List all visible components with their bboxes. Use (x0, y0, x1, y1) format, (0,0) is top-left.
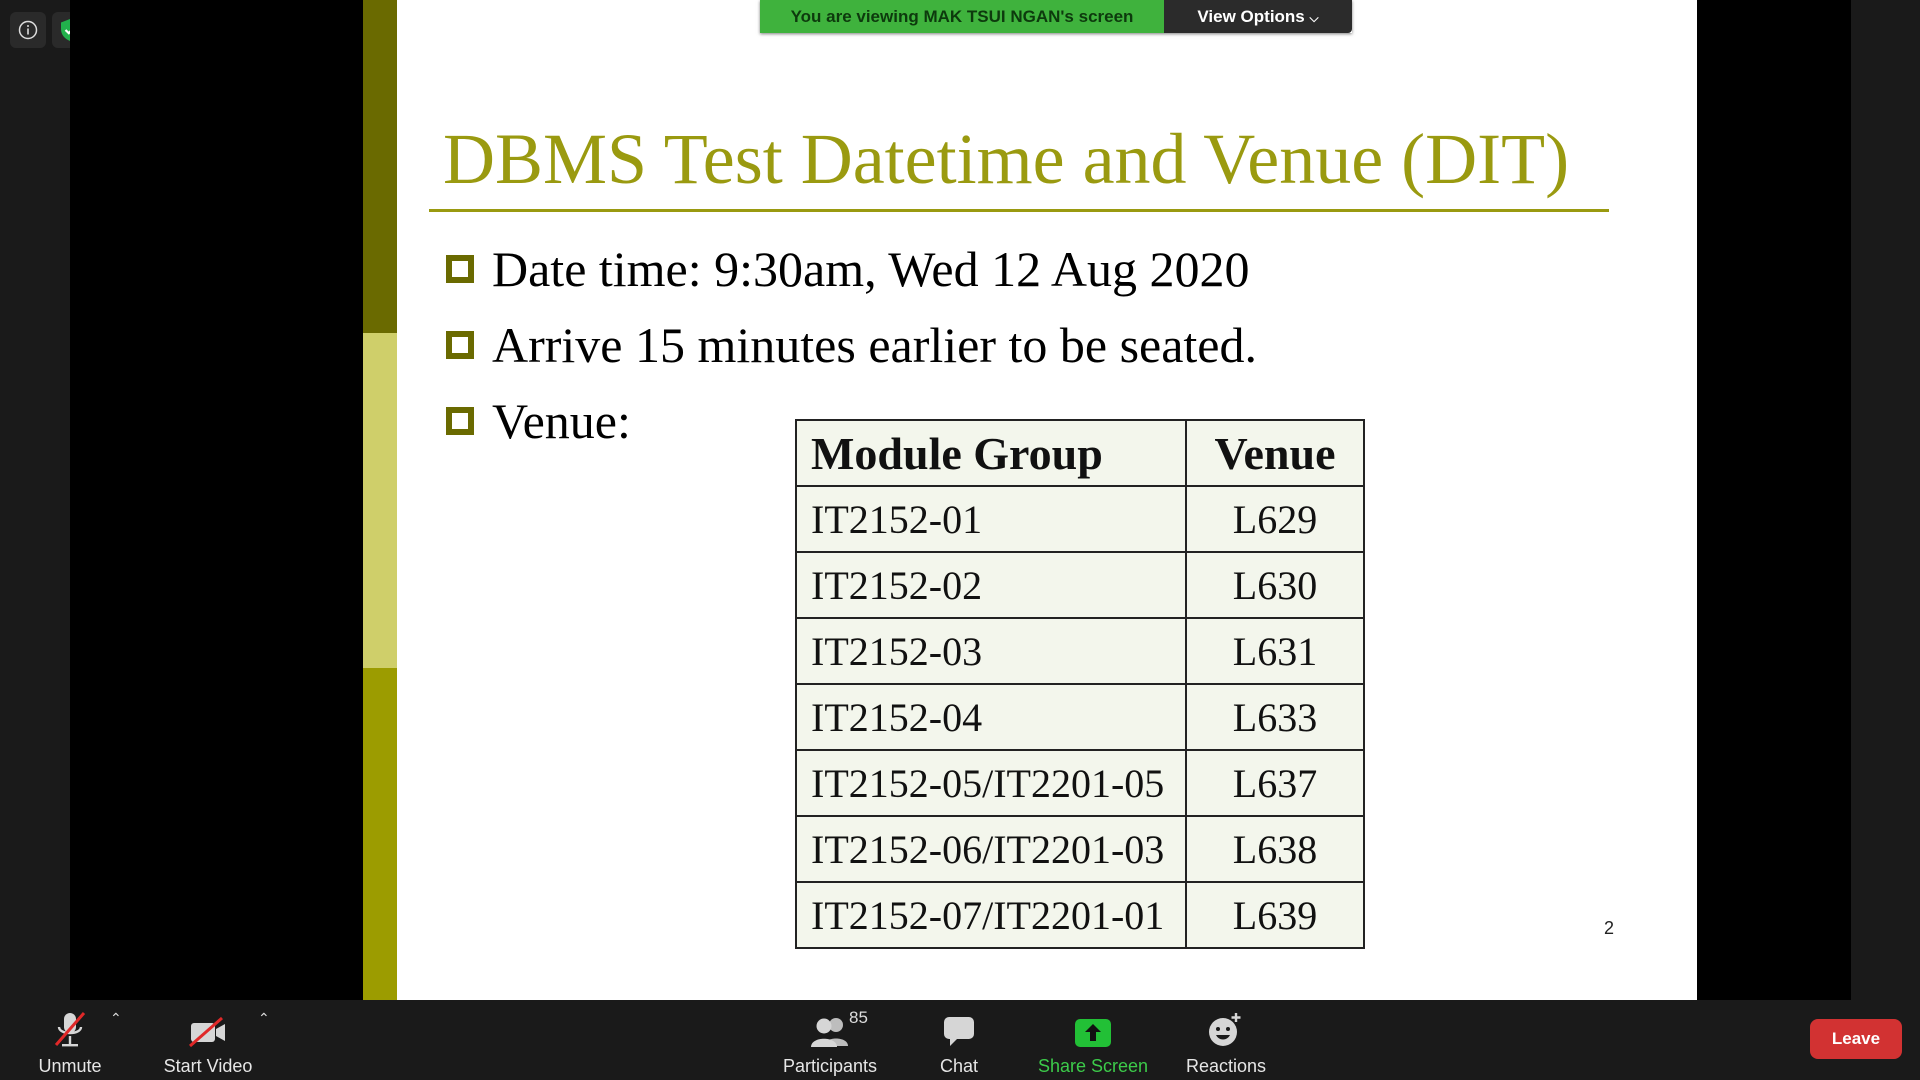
start-video-label: Start Video (163, 1056, 253, 1076)
microphone-muted-icon (52, 1010, 88, 1048)
reactions-icon (1208, 1012, 1244, 1048)
table-header-row (796, 420, 1364, 486)
video-options-caret-icon[interactable]: ⌃ (258, 1010, 270, 1026)
bullet-arrival (446, 316, 1257, 374)
chat-icon (942, 1014, 976, 1048)
shared-screen (70, 0, 1851, 1000)
square-bullet-icon (446, 331, 474, 359)
bullet-venue (446, 392, 631, 450)
table-row (796, 750, 1364, 816)
table-row (796, 684, 1364, 750)
presentation-slide (363, 0, 1697, 1000)
decor-segment (363, 668, 397, 1000)
bullet-datetime (446, 240, 1249, 298)
view-options-button[interactable] (1164, 0, 1352, 33)
viewing-banner-text: You are viewing MAK TSUI NGAN's screen (760, 0, 1164, 33)
unmute-button[interactable] (30, 1008, 110, 1077)
view-options-label: View Options (1197, 7, 1305, 26)
cell-venue: L629 (1186, 486, 1364, 552)
viewing-banner (760, 0, 1352, 33)
info-button[interactable] (10, 12, 46, 48)
participants-count: 85 (849, 1008, 868, 1027)
video-off-icon (188, 1016, 228, 1048)
cell-venue: L637 (1186, 750, 1364, 816)
slide-page-number: 2 (1604, 918, 1615, 938)
share-screen-label: Share Screen (1037, 1056, 1149, 1076)
cell-module: IT2152-04 (796, 684, 1186, 750)
slide-decor-bar (363, 0, 397, 1000)
chat-button[interactable] (919, 1008, 999, 1077)
slide-title: DBMS Test Datetime and Venue (DIT) (443, 119, 1570, 199)
table-row (796, 618, 1364, 684)
cell-module: IT2152-01 (796, 486, 1186, 552)
cell-module: IT2152-06/IT2201-03 (796, 816, 1186, 882)
start-video-button[interactable] (158, 1008, 258, 1077)
square-bullet-icon (446, 255, 474, 283)
meeting-toolbar (0, 1000, 1920, 1080)
participants-icon (809, 1016, 851, 1048)
cell-module: IT2152-03 (796, 618, 1186, 684)
audio-options-caret-icon[interactable]: ⌃ (110, 1010, 122, 1026)
share-screen-icon (1074, 1018, 1112, 1048)
cell-venue: L631 (1186, 618, 1364, 684)
cell-module: IT2152-05/IT2201-05 (796, 750, 1186, 816)
leave-button[interactable]: Leave (1810, 1019, 1902, 1059)
bullet-text: Venue: (492, 393, 631, 449)
reactions-button[interactable] (1176, 1008, 1276, 1077)
header-venue: Venue (1186, 420, 1364, 486)
info-icon (18, 20, 38, 40)
table-row (796, 816, 1364, 882)
participants-button[interactable] (780, 1008, 880, 1077)
bullet-text: Date time: 9:30am, Wed 12 Aug 2020 (492, 241, 1250, 297)
reactions-label: Reactions (1185, 1056, 1267, 1076)
header-module-group: Module Group (796, 420, 1186, 486)
chevron-down-icon: ⌵ (1309, 11, 1319, 25)
share-screen-button[interactable] (1035, 1008, 1151, 1077)
cell-venue: L630 (1186, 552, 1364, 618)
decor-segment (363, 0, 397, 333)
venue-table (795, 419, 1365, 949)
cell-module: IT2152-07/IT2201-01 (796, 882, 1186, 948)
decor-segment (363, 333, 397, 668)
table-row (796, 486, 1364, 552)
table-row (796, 882, 1364, 948)
bullet-text: Arrive 15 minutes earlier to be seated. (492, 317, 1257, 373)
chat-label: Chat (939, 1056, 979, 1076)
participants-label: Participants (782, 1056, 878, 1076)
table-row (796, 552, 1364, 618)
cell-module: IT2152-02 (796, 552, 1186, 618)
title-underline (429, 209, 1609, 212)
unmute-label: Unmute (38, 1056, 102, 1076)
cell-venue: L639 (1186, 882, 1364, 948)
cell-venue: L633 (1186, 684, 1364, 750)
cell-venue: L638 (1186, 816, 1364, 882)
square-bullet-icon (446, 407, 474, 435)
